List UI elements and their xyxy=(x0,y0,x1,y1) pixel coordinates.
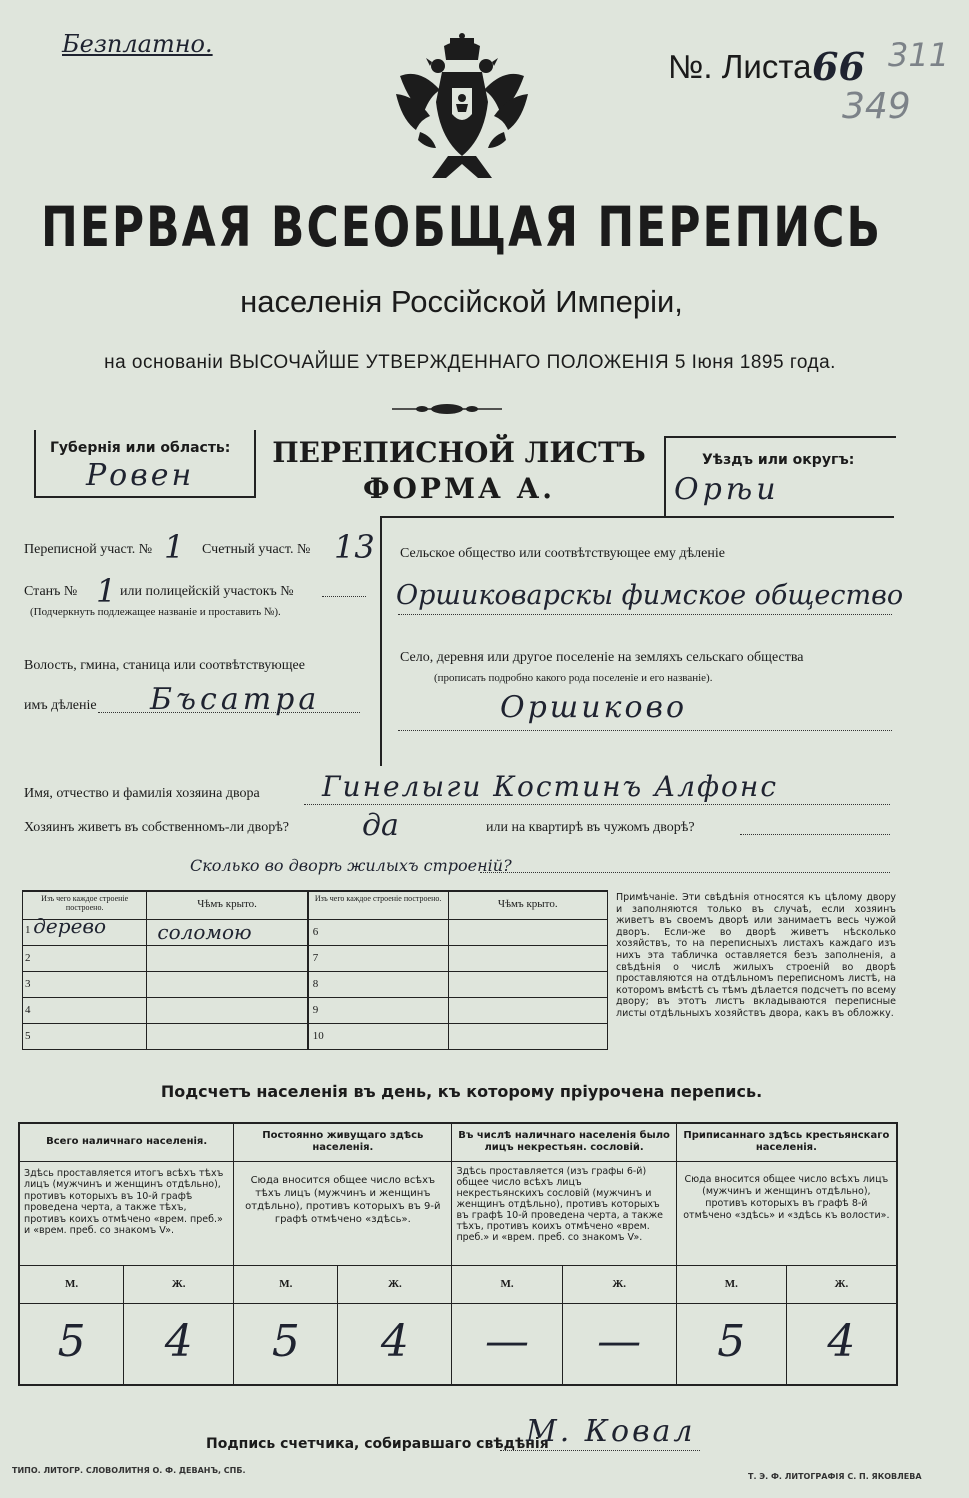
society-value: Оршиковарскы фимское общество xyxy=(396,580,904,611)
building-row-3: 3 xyxy=(23,971,147,997)
f-header-2: Ж. xyxy=(338,1265,452,1303)
building-roof-2 xyxy=(147,945,308,971)
f-header-3: Ж. xyxy=(562,1265,676,1303)
building-row-1: 1 дерево xyxy=(23,919,147,945)
stan-value: 1 xyxy=(96,572,117,610)
pencil-number-2: 349 xyxy=(842,86,911,127)
census-subtitle: населенія Россійской Имперіи, xyxy=(240,284,683,319)
permanent-male-value: 5 xyxy=(234,1303,338,1385)
count-title: Подсчетъ населенія въ день, къ которому пріурочена перепись. xyxy=(160,1082,763,1101)
total-female-value: 4 xyxy=(124,1303,234,1385)
sheet-number-value: 66 xyxy=(812,44,865,89)
building-roof-5 xyxy=(147,1023,308,1049)
signature-value: М. Ковал xyxy=(526,1414,696,1449)
roof-header-right: Чѣмъ крыто. xyxy=(448,891,607,919)
count-head-total: Всего наличнаго населенія. xyxy=(19,1123,234,1161)
printer-left: ТИПО. ЛИТОГР. СЛОВОЛИТНЯ О. Ф. ДЕВАНЪ, СПБ. xyxy=(12,1466,246,1475)
total-male-value: 5 xyxy=(19,1303,124,1385)
village-label: Село, деревня или другое поселеніе на земляхъ сельскаго общества xyxy=(400,650,804,665)
volost-label: Волость, гмина, станица или соотвѣтствующее xyxy=(24,658,305,673)
building-row-6: 6 xyxy=(308,919,448,945)
counting-district-value: 13 xyxy=(334,528,375,566)
roof-header-left: Чѣмъ крыто. xyxy=(147,891,308,919)
m-header-1: М. xyxy=(19,1265,124,1303)
count-desc-nonpeasant: Здѣсь проставляется (изъ графы 6-й) общее число всѣхъ лицъ некрестьянскихъ сословій (мужчинъ и женщинъ отдѣльно), противъ которыхъ въ графѣ 10-й проведена черта, а также тѣхъ, противъ коихъ отмѣчено «врем. преб.» и «врем. преб. со знакомъ V». xyxy=(452,1161,676,1265)
m-header-3: М. xyxy=(452,1265,562,1303)
lives-other-label: или на квартирѣ въ чужомъ дворѣ? xyxy=(486,820,695,835)
buildings-note: Примѣчаніе. Эти свѣдѣнія относятся къ цѣлому двору и заполняются только въ случаѣ, если хозяинъ живетъ въ своемъ дворѣ или занимаетъ весь чужой дворъ. Если-же во дворѣ живетъ нѣсколько хозяйствъ, то на переписныхъ листахъ каждаго изъ нихъ эта табличка оставляется безъ заполненія, а свѣдѣнія о числѣ жилыхъ строеній во дворѣ проставляются на отдѣльномъ переписномъ листѣ, на которомъ вмѣстѣ съ тѣмъ дѣлается подсчетъ по всему двору; въ этотъ листъ вкладываются переписные листы отдѣльныхъ хозяйствъ двора, какъ въ обложку. xyxy=(616,892,896,1019)
peasant-female-value: 4 xyxy=(786,1303,897,1385)
village-line xyxy=(398,730,892,731)
police-note: (Подчеркнуть подлежащее названіе и проставить №). xyxy=(30,606,281,618)
m-header-4: М. xyxy=(676,1265,786,1303)
guberniya-box xyxy=(34,430,256,498)
stan-label: Станъ № xyxy=(24,584,78,599)
pencil-number-1: 311 xyxy=(888,36,950,74)
owner-label: Имя, отчество и фамилія хозяина двора xyxy=(24,786,260,801)
police-label: или полицейскій участокъ № xyxy=(120,584,294,599)
m-header-2: М. xyxy=(234,1265,338,1303)
volost-value: Бъсатра xyxy=(150,682,321,717)
society-label: Сельское общество или соотвѣтствующее ему дѣленіе xyxy=(400,546,725,561)
sheet-title: ПЕРЕПИСНОЙ ЛИСТЪ xyxy=(272,436,646,469)
lives-own-value: да xyxy=(362,808,399,843)
lives-own-label: Хозяинъ живетъ въ собственномъ-ли дворѣ? xyxy=(24,820,290,835)
building-roof-9 xyxy=(448,997,607,1023)
building-roof-10 xyxy=(448,1023,607,1049)
counting-district-label: Счетный участ. № xyxy=(202,542,311,557)
printer-right: Т. Э. Ф. ЛИТОГРАФІЯ С. П. ЯКОВЛЕВА xyxy=(748,1472,922,1481)
nonpeasant-female-value: — xyxy=(562,1303,676,1385)
signature-label: Подпись счетчика, собиравшаго свѣдѣнія xyxy=(206,1436,549,1452)
vertical-divider xyxy=(380,516,382,766)
building-roof-3 xyxy=(147,971,308,997)
free-label: Безплатно. xyxy=(62,30,213,58)
building-row-8: 8 xyxy=(308,971,448,997)
guberniya-value: Ровен xyxy=(86,458,195,493)
count-head-permanent: Постоянно живущаго здѣсь населенія. xyxy=(234,1123,452,1161)
census-district-label: Переписной участ. № xyxy=(24,542,153,557)
census-title: ПЕРВАЯ ВСЕОБЩАЯ ПЕРЕПИСЬ xyxy=(41,196,882,260)
imperial-eagle-emblem-icon xyxy=(392,32,532,184)
f-header-1: Ж. xyxy=(124,1265,234,1303)
building-roof-7 xyxy=(448,945,607,971)
ornament-divider xyxy=(392,402,502,414)
peasant-male-value: 5 xyxy=(676,1303,786,1385)
signature-line xyxy=(500,1450,700,1451)
police-line xyxy=(322,596,366,597)
form-title: ФОРМА А. xyxy=(362,472,556,505)
lives-other-line xyxy=(740,834,890,835)
volost-label-2: имъ дѣленіе xyxy=(24,698,97,713)
permanent-female-value: 4 xyxy=(338,1303,452,1385)
building-roof-8 xyxy=(448,971,607,997)
building-roof-1: соломою xyxy=(147,919,308,945)
count-head-nonpeasant: Въ числѣ наличнаго населенія было лицъ некрестьян. сословій. xyxy=(452,1123,676,1161)
material-header-right: Изъ чего каждое строеніе построено. xyxy=(308,891,448,919)
count-desc-peasant: Сюда вносится общее число всѣхъ лицъ (мужчинъ и женщинъ отдѣльно), противъ которыхъ въ графѣ 8-й отмѣчено «здѣсь» и «здѣсь къ волости». xyxy=(676,1161,897,1265)
nonpeasant-male-value: — xyxy=(452,1303,562,1385)
section-rule xyxy=(380,516,894,518)
census-basis: на основаніи ВЫСОЧАЙШЕ УТВЕРЖДЕННАГО ПОЛОЖЕНІЯ 5 Іюня 1895 года. xyxy=(104,352,836,373)
buildings-line xyxy=(480,872,890,873)
building-roof-6 xyxy=(448,919,607,945)
society-line xyxy=(398,614,892,615)
count-desc-total: Здѣсь проставляется итогъ всѣхъ тѣхъ лицъ (мужчинъ и женщинъ отдѣльно), противъ которыхъ въ 10-й графѣ проведена черта, а также тѣхъ, противъ коихъ отмѣчено «врем. преб.» и «врем. преб. со знакомъ V». xyxy=(19,1161,234,1265)
uezd-box xyxy=(664,436,896,518)
village-note: (прописать подробно какого рода поселеніе и его названіе). xyxy=(434,672,713,684)
owner-value: Гинелыги Костинъ Алфонс xyxy=(322,770,779,803)
uezd-label: Уѣздъ или округъ: xyxy=(702,452,855,468)
sheet-number-label: №. Листа xyxy=(668,48,812,85)
f-header-4: Ж. xyxy=(786,1265,897,1303)
uezd-value: Орѣи xyxy=(674,472,780,507)
building-row-2: 2 xyxy=(23,945,147,971)
building-row-9: 9 xyxy=(308,997,448,1023)
buildings-table xyxy=(22,890,608,1050)
building-row-10: 10 xyxy=(308,1023,448,1049)
buildings-label: Сколько во дворѣ жилыхъ строеній? xyxy=(190,856,512,875)
building-row-5: 5 xyxy=(23,1023,147,1049)
census-district-value: 1 xyxy=(164,528,185,566)
village-value: Оршиково xyxy=(500,690,688,725)
building-roof-4 xyxy=(147,997,308,1023)
material-header-left: Изъ чего каждое строеніе построено. xyxy=(23,891,147,919)
population-count-table xyxy=(18,1122,898,1386)
building-row-4: 4 xyxy=(23,997,147,1023)
count-desc-permanent: Сюда вносится общее число всѣхъ тѣхъ лицъ (мужчинъ и женщинъ отдѣльно), противъ которыхъ въ 9-й графѣ отмѣчено «здѣсь». xyxy=(234,1161,452,1265)
building-row-7: 7 xyxy=(308,945,448,971)
guberniya-label: Губернія или область: xyxy=(50,440,231,456)
owner-line xyxy=(304,804,890,805)
count-head-peasant: Приписаннаго здѣсь крестьянскаго населенія. xyxy=(676,1123,897,1161)
